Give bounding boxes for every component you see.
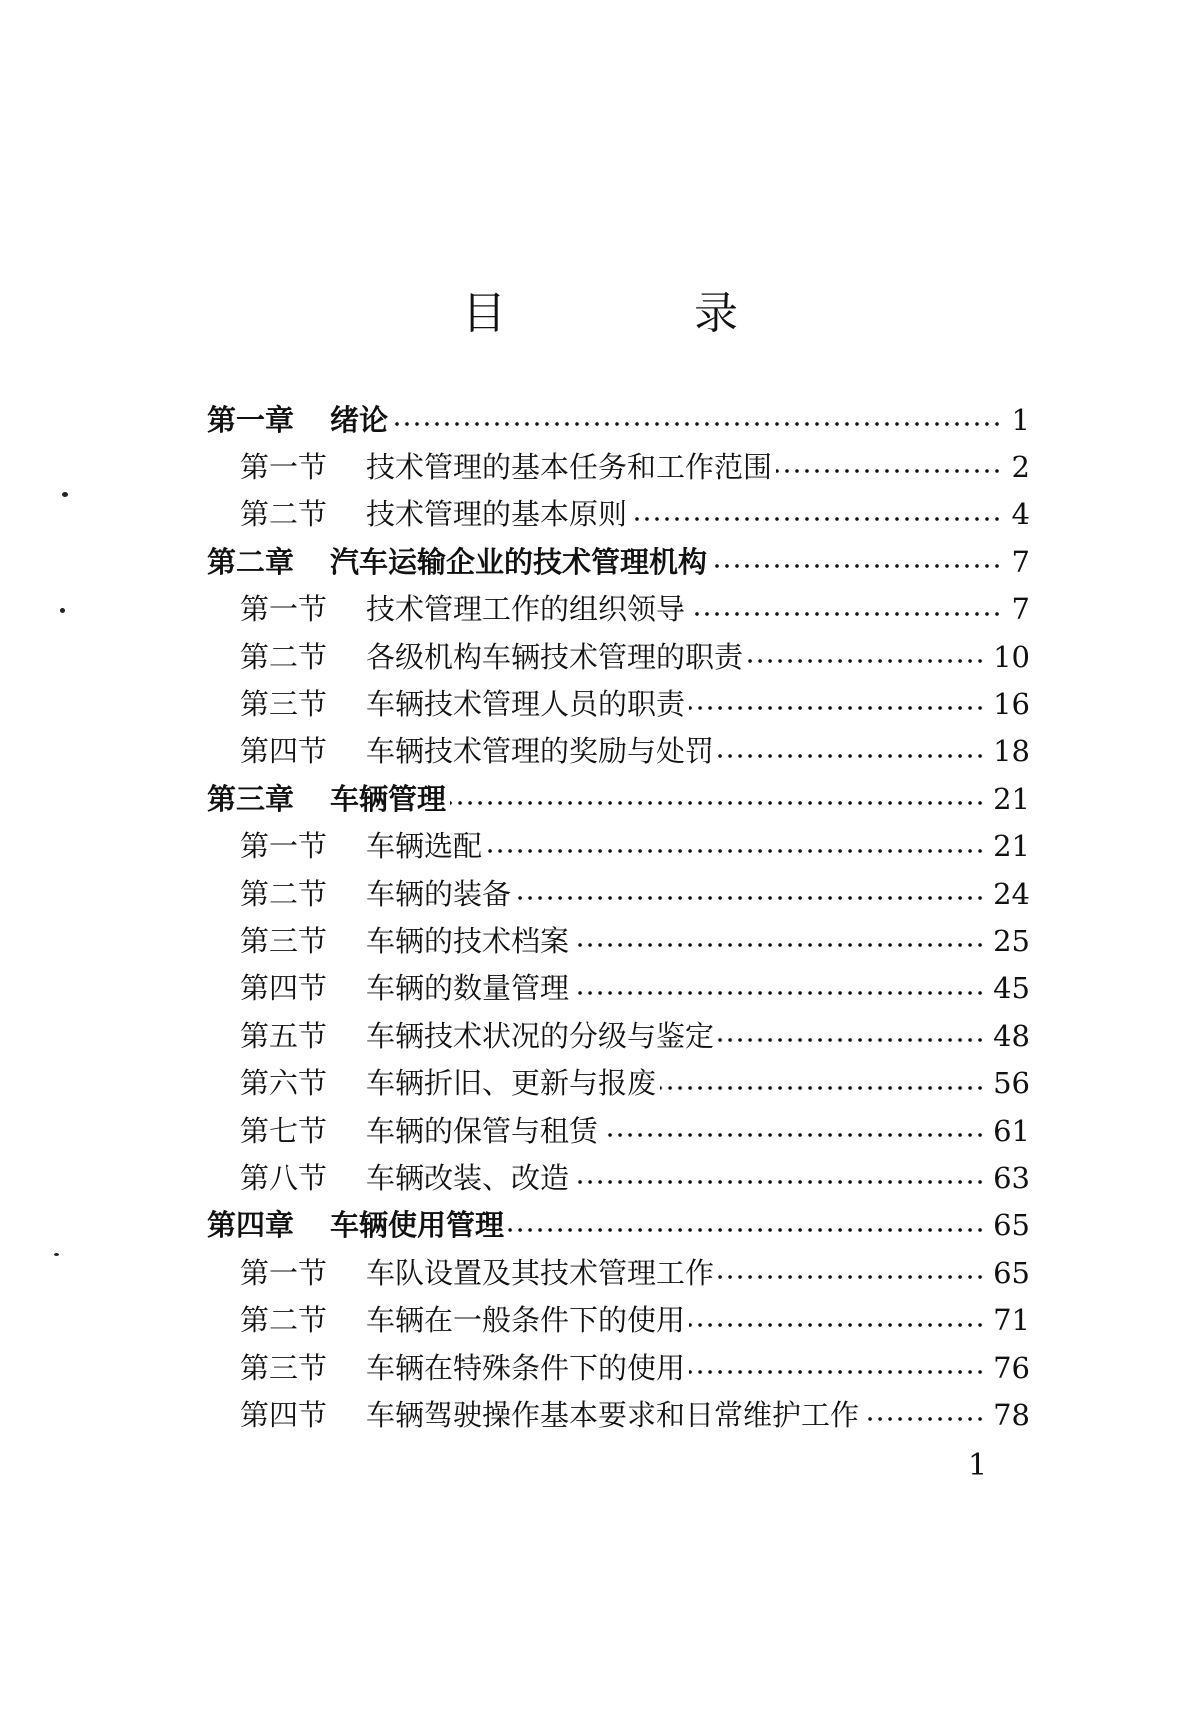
toc-section-entry	[240, 1395, 1030, 1435]
dot-leader	[631, 516, 1002, 522]
dot-leader	[392, 421, 1002, 427]
page-title: 目 录	[462, 288, 810, 339]
toc-page-number: 65	[993, 1255, 1030, 1290]
section-number: 第四节	[240, 971, 328, 1006]
toc-section-entry	[240, 447, 1030, 487]
chapter-title: 车辆管理	[330, 781, 447, 816]
scan-speck	[54, 1253, 59, 1256]
toc-section-entry	[240, 1064, 1030, 1104]
section-title: 车辆技术状况的分级与鉴定	[366, 1018, 715, 1053]
chapter-number: 第四章	[207, 1208, 295, 1243]
section-number: 第二节	[240, 639, 328, 674]
section-number: 第七节	[240, 1113, 328, 1148]
toc-page-number: 4	[1011, 497, 1030, 532]
section-title: 车辆的保管与租赁	[366, 1113, 599, 1148]
toc-section-entry	[240, 969, 1030, 1009]
dot-leader	[747, 658, 985, 664]
toc-section-entry	[240, 921, 1030, 961]
section-number: 第八节	[240, 1160, 328, 1195]
dot-leader	[450, 800, 985, 806]
section-number: 第五节	[240, 1018, 328, 1053]
section-number: 第二节	[240, 876, 328, 911]
toc-page-number: 21	[993, 829, 1030, 864]
section-title: 技术管理工作的组织领导	[366, 592, 686, 627]
dot-leader	[573, 1179, 985, 1185]
section-title: 车辆折旧、更新与报废	[366, 1066, 657, 1101]
dot-leader	[863, 1416, 985, 1422]
toc-page-number: 16	[993, 686, 1030, 721]
section-title: 车辆驾驶操作基本要求和日常维护工作	[366, 1397, 860, 1432]
toc-chapter-entry	[207, 779, 1030, 819]
toc-section-entry	[240, 1111, 1030, 1151]
section-number: 第一节	[240, 1255, 328, 1290]
section-title: 车辆技术管理的奖励与处罚	[366, 734, 715, 769]
section-title: 车辆技术管理人员的职责	[366, 686, 686, 721]
toc-page-number: 7	[1011, 592, 1030, 627]
dot-leader	[689, 1322, 985, 1328]
section-number: 第一节	[240, 449, 328, 484]
section-number: 第六节	[240, 1066, 328, 1101]
toc-section-entry	[240, 1253, 1030, 1293]
toc-section-entry	[240, 827, 1030, 867]
section-number: 第三节	[240, 923, 328, 958]
section-title: 各级机构车辆技术管理的职责	[366, 639, 744, 674]
toc-section-entry	[240, 874, 1030, 914]
toc-section-entry	[240, 637, 1030, 677]
toc-page-number: 61	[993, 1113, 1030, 1148]
dot-leader	[573, 990, 985, 996]
dot-leader	[718, 1274, 985, 1280]
chapter-title: 绪论	[330, 402, 389, 437]
toc-section-entry	[240, 495, 1030, 535]
section-title: 车辆选配	[366, 829, 483, 864]
section-title: 车辆的装备	[366, 876, 512, 911]
chapter-number: 第一章	[207, 402, 295, 437]
section-title: 车辆在特殊条件下的使用	[366, 1350, 686, 1385]
toc-chapter-entry	[207, 542, 1030, 582]
section-number: 第二节	[240, 497, 328, 532]
section-number: 第三节	[240, 686, 328, 721]
dot-leader	[660, 1085, 985, 1091]
dot-leader	[689, 1369, 985, 1375]
toc-section-entry	[240, 1301, 1030, 1341]
toc-section-entry	[240, 1348, 1030, 1388]
chapter-number: 第二章	[207, 544, 295, 579]
dot-leader	[711, 563, 1002, 569]
toc-page-number: 25	[993, 923, 1030, 958]
section-number: 第三节	[240, 1350, 328, 1385]
toc-page-number: 24	[993, 876, 1030, 911]
section-title: 车辆在一般条件下的使用	[366, 1303, 686, 1338]
toc-chapter-entry	[207, 1206, 1030, 1246]
dot-leader	[486, 848, 985, 854]
dot-leader	[718, 1037, 985, 1043]
toc-page-number: 48	[993, 1018, 1030, 1053]
dot-leader	[515, 895, 985, 901]
toc-page-number: 65	[993, 1208, 1030, 1243]
toc-page-number: 1	[1011, 402, 1030, 437]
toc-page-number: 63	[993, 1160, 1030, 1195]
dot-leader	[689, 705, 985, 711]
toc-page-number: 45	[993, 971, 1030, 1006]
section-number: 第二节	[240, 1303, 328, 1338]
toc-section-entry	[240, 590, 1030, 630]
section-title: 技术管理的基本任务和工作范围	[366, 449, 773, 484]
dot-leader	[776, 468, 1002, 474]
toc-page-number: 56	[993, 1066, 1030, 1101]
toc-page-number: 18	[993, 734, 1030, 769]
section-number: 第一节	[240, 592, 328, 627]
chapter-title: 汽车运输企业的技术管理机构	[330, 544, 708, 579]
toc-section-entry	[240, 1158, 1030, 1198]
toc-page-number: 76	[993, 1350, 1030, 1385]
chapter-number: 第三章	[207, 781, 295, 816]
toc-chapter-entry	[207, 400, 1030, 440]
toc-page-number: 21	[993, 781, 1030, 816]
page-number: 1	[968, 1448, 988, 1483]
section-number: 第四节	[240, 1397, 328, 1432]
section-title: 技术管理的基本原则	[366, 497, 628, 532]
toc-page-number: 2	[1011, 449, 1030, 484]
toc-page-number: 78	[993, 1397, 1030, 1432]
section-number: 第一节	[240, 829, 328, 864]
section-title: 车队设置及其技术管理工作	[366, 1255, 715, 1290]
section-title: 车辆的数量管理	[366, 971, 570, 1006]
section-title: 车辆的技术档案	[366, 923, 570, 958]
toc-page-number: 7	[1011, 544, 1030, 579]
scan-speck	[62, 492, 68, 497]
toc-section-entry	[240, 732, 1030, 772]
chapter-title: 车辆使用管理	[330, 1208, 505, 1243]
scan-speck	[60, 608, 65, 613]
dot-leader	[689, 611, 1002, 617]
dot-leader	[573, 942, 985, 948]
section-number: 第四节	[240, 734, 328, 769]
toc-section-entry	[240, 684, 1030, 724]
dot-leader	[508, 1227, 985, 1233]
toc-page-number: 10	[993, 639, 1030, 674]
toc-page-number: 71	[993, 1303, 1030, 1338]
toc-section-entry	[240, 1016, 1030, 1056]
section-title: 车辆改装、改造	[366, 1160, 570, 1195]
dot-leader	[602, 1132, 985, 1138]
dot-leader	[718, 753, 985, 759]
